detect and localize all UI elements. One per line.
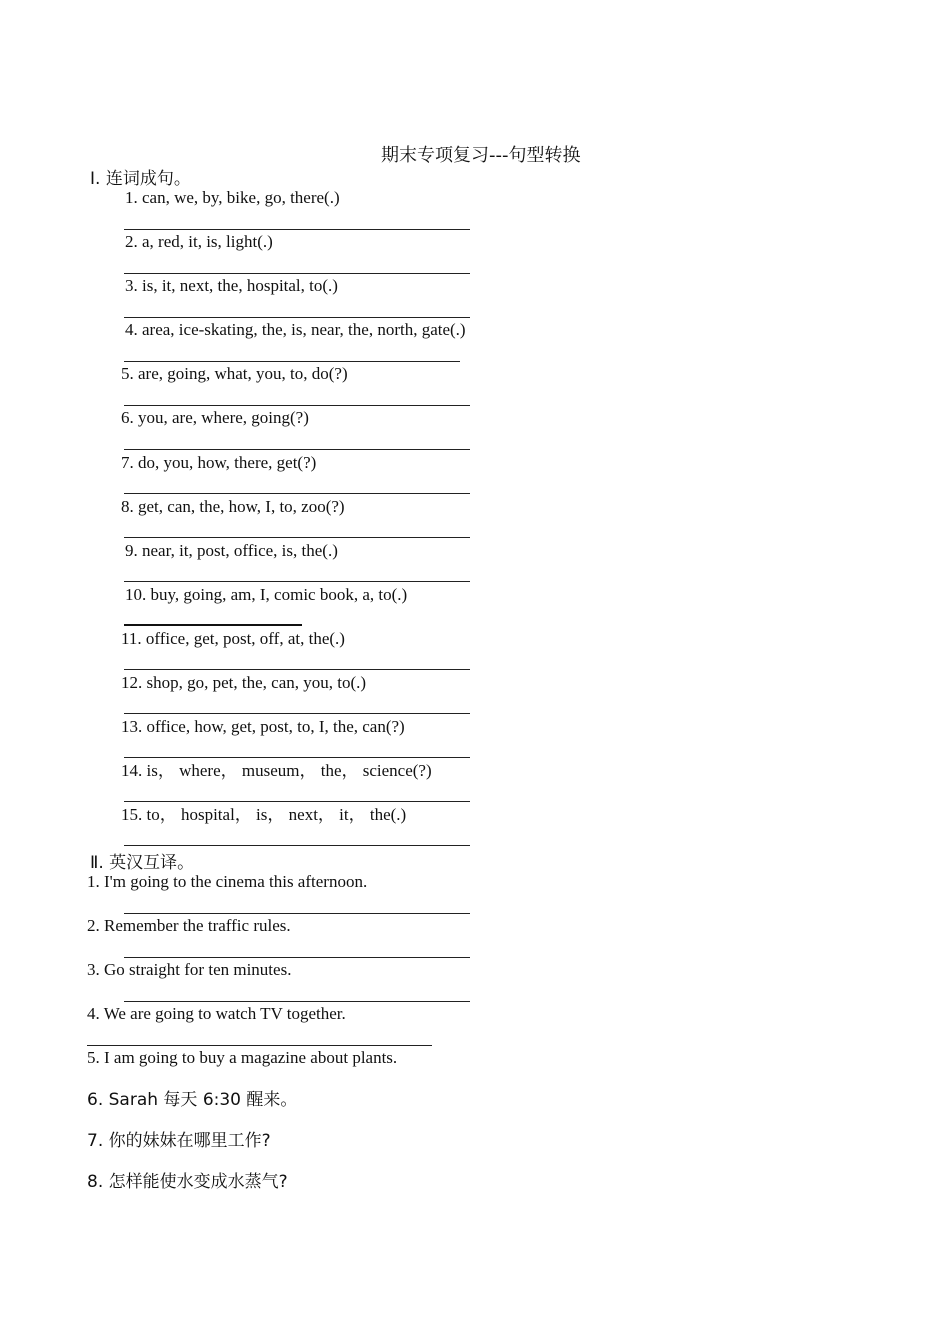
answer-line-1-4[interactable]	[124, 361, 460, 362]
question-2-4: 4. We are going to watch TV together.	[87, 1004, 346, 1023]
answer-line-1-12[interactable]	[124, 713, 470, 714]
question-2-2: 2. Remember the traffic rules.	[87, 916, 291, 935]
question-2-8: 8. 怎样能使水变成水蒸气?	[87, 1172, 288, 1192]
page-title: 期末专项复习---句型转换	[381, 145, 581, 166]
section-1-heading: Ⅰ. 连词成句。	[90, 169, 191, 189]
question-2-5: 5. I am going to buy a magazine about plants.	[87, 1048, 398, 1067]
answer-line-1-3[interactable]	[124, 317, 470, 318]
question-2-6: 6. Sarah 每天 6:30 醒来。	[87, 1090, 298, 1110]
answer-line-1-7[interactable]	[124, 493, 470, 494]
question-1-5: 5. are, going, what, you, to, do(?)	[121, 364, 348, 383]
answer-line-1-15[interactable]	[124, 845, 470, 846]
section-2-heading: Ⅱ. 英汉互译。	[90, 853, 195, 873]
question-1-7: 7. do, you, how, there, get(?)	[121, 453, 317, 472]
answer-line-1-13[interactable]	[124, 757, 470, 758]
question-1-14: 14. is， where， museum， the， science(?)	[121, 761, 432, 780]
question-1-1: 1. can, we, by, bike, go, there(.)	[125, 188, 340, 207]
question-1-15: 15. to， hospital， is， next， it， the(.)	[121, 805, 407, 824]
question-2-1: 1. I'm going to the cinema this afternoon.	[87, 872, 368, 891]
answer-line-1-10[interactable]	[124, 624, 302, 626]
answer-line-1-2[interactable]	[124, 273, 470, 274]
answer-line-1-6[interactable]	[124, 449, 470, 450]
answer-line-1-14[interactable]	[124, 801, 470, 802]
answer-line-2-1[interactable]	[124, 913, 470, 914]
answer-line-1-8[interactable]	[124, 537, 470, 538]
question-1-10: 10. buy, going, am, I, comic book, a, to(.)	[125, 585, 408, 604]
answer-line-2-2[interactable]	[124, 957, 470, 958]
question-1-3: 3. is, it, next, the, hospital, to(.)	[125, 276, 338, 295]
question-1-6: 6. you, are, where, going(?)	[121, 408, 309, 427]
answer-line-2-3[interactable]	[124, 1001, 470, 1002]
question-1-4: 4. area, ice-skating, the, is, near, the, north, gate(.)	[125, 320, 466, 339]
answer-line-1-9[interactable]	[124, 581, 470, 582]
question-2-3: 3. Go straight for ten minutes.	[87, 960, 292, 979]
question-1-13: 13. office, how, get, post, to, I, the, can(?)	[121, 717, 405, 736]
answer-line-2-4[interactable]	[87, 1045, 432, 1046]
answer-line-1-1[interactable]	[124, 229, 470, 230]
question-1-8: 8. get, can, the, how, I, to, zoo(?)	[121, 497, 345, 516]
answer-line-1-5[interactable]	[124, 405, 470, 406]
question-1-2: 2. a, red, it, is, light(.)	[125, 232, 273, 251]
question-1-9: 9. near, it, post, office, is, the(.)	[125, 541, 338, 560]
question-1-12: 12. shop, go, pet, the, can, you, to(.)	[121, 673, 367, 692]
answer-line-1-11[interactable]	[124, 669, 470, 670]
question-2-7: 7. 你的妹妹在哪里工作?	[87, 1131, 271, 1151]
question-1-11: 11. office, get, post, off, at, the(.)	[121, 629, 345, 648]
